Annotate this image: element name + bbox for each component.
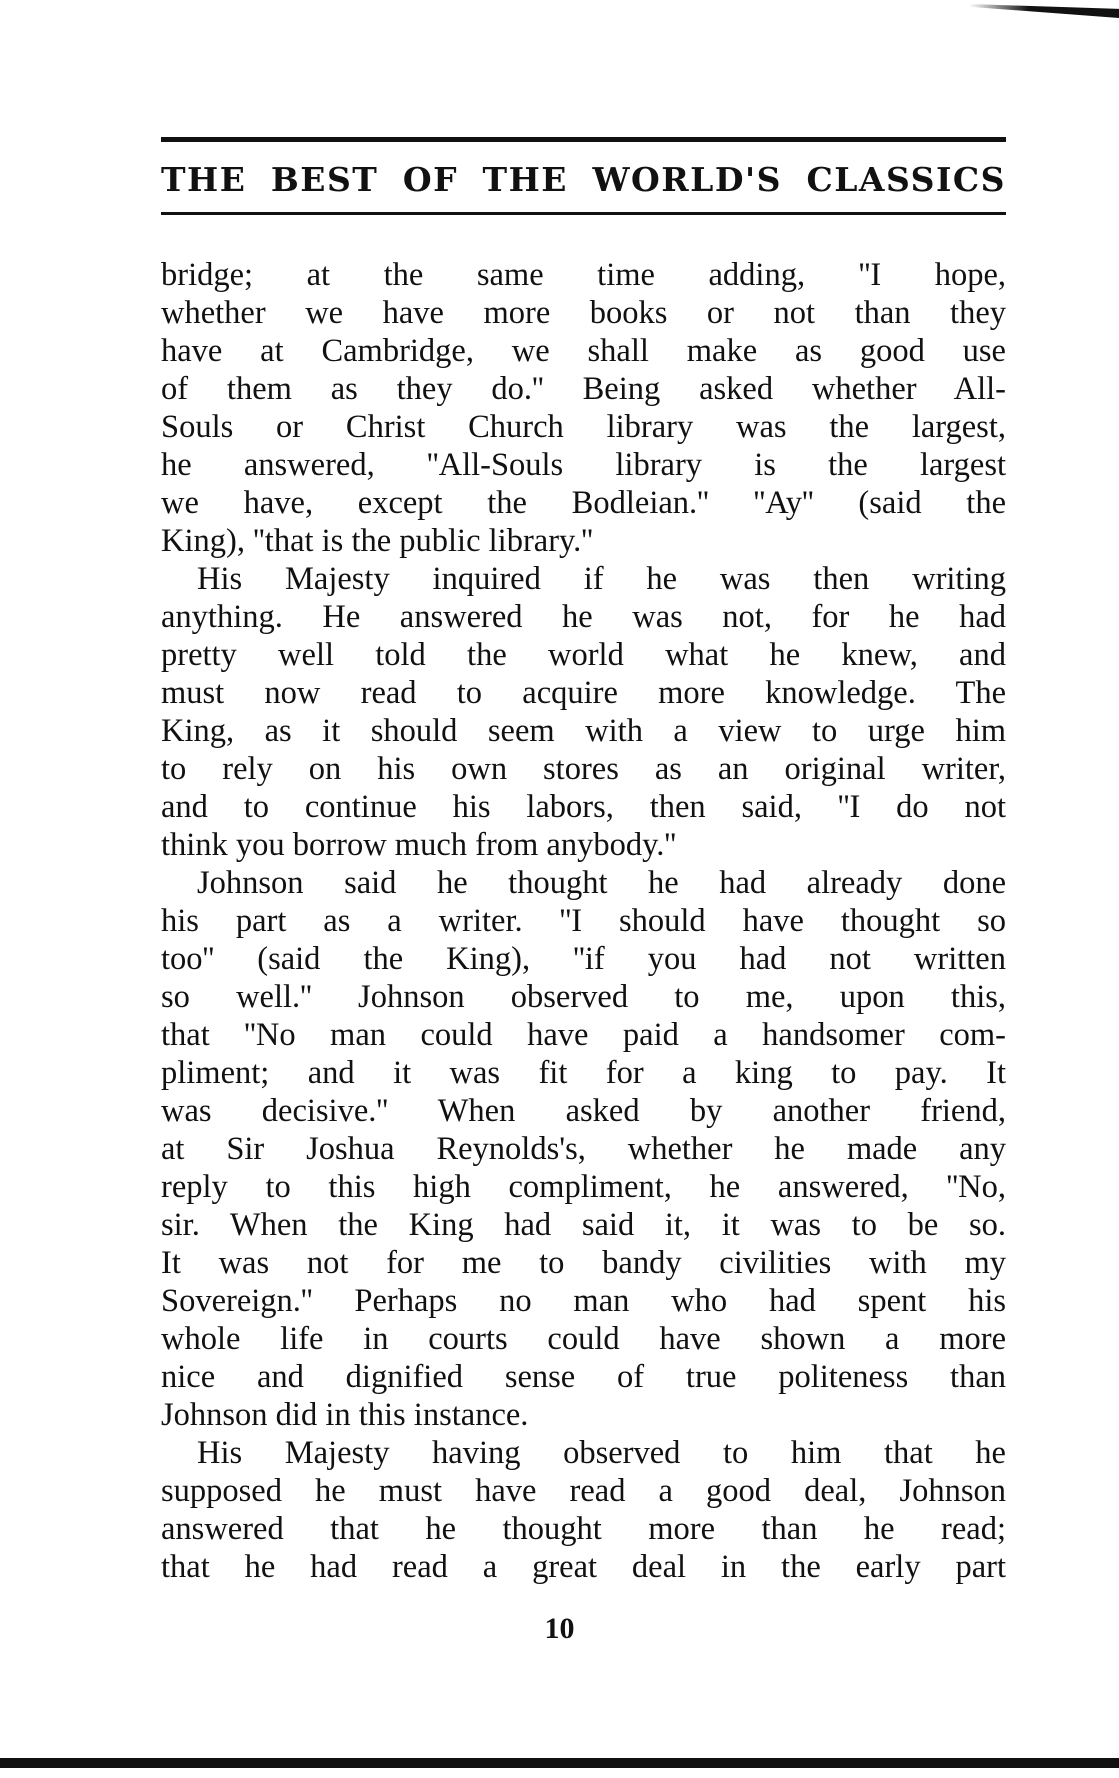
header-rule-top (161, 137, 1006, 142)
text-line: whole life in courts could have shown a more (161, 1321, 1006, 1357)
text-line: to rely on his own stores as an original writer, (161, 751, 1006, 787)
page-bottom-edge (0, 1758, 1119, 1768)
text-line: must now read to acquire more knowledge. The (161, 675, 1006, 711)
text-line: have at Cambridge, we shall make as good use (161, 333, 1006, 369)
text-line: King), ''that is the public library.'' (161, 523, 593, 559)
body-text (161, 256, 1006, 1586)
text-line: Sovereign.'' Perhaps no man who had spent his (161, 1283, 1006, 1319)
page-header (161, 137, 1006, 215)
text-line: pliment; and it was fit for a king to pay. It (161, 1055, 1006, 1091)
text-line: whether we have more books or not than they (161, 295, 1006, 331)
text-line: that ''No man could have paid a handsomer com- (161, 1017, 1006, 1053)
text-line: His Majesty inquired if he was then writing (197, 561, 1006, 597)
text-line: bridge; at the same time adding, ''I hope, (161, 257, 1006, 293)
text-line: at Sir Joshua Reynolds's, whether he made any (161, 1131, 1006, 1167)
running-title: THE BEST OF THE WORLD'S CLASSICS (161, 160, 1006, 199)
text-line: of them as they do.'' Being asked whether All- (161, 371, 1006, 407)
text-line: Johnson said he thought he had already done (197, 865, 1006, 901)
text-line: and to continue his labors, then said, ''I do not (161, 789, 1006, 825)
text-line: Souls or Christ Church library was the largest, (161, 409, 1006, 445)
text-line: that he had read a great deal in the early part (161, 1549, 1006, 1585)
text-line: supposed he must have read a good deal, Johnson (161, 1473, 1006, 1509)
text-line: think you borrow much from anybody.'' (161, 827, 677, 863)
text-line: It was not for me to bandy civilities with my (161, 1245, 1006, 1281)
text-line: we have, except the Bodleian.'' ''Ay'' (said the (161, 485, 1006, 521)
text-line: sir. When the King had said it, it was to be so. (161, 1207, 1006, 1243)
text-line: Johnson did in this instance. (161, 1397, 529, 1433)
text-line: nice and dignified sense of true politeness than (161, 1359, 1006, 1395)
page-number: 10 (544, 1612, 575, 1645)
text-line: anything. He answered he was not, for he had (161, 599, 1006, 635)
header-rule-bottom (161, 212, 1006, 215)
text-line: too'' (said the King), ''if you had not written (161, 941, 1006, 977)
text-line: so well.'' Johnson observed to me, upon this, (161, 979, 1006, 1015)
text-line: his part as a writer. ''I should have thought so (161, 903, 1006, 939)
text-line: he answered, ''All-Souls library is the largest (161, 447, 1006, 483)
text-line: was decisive.'' When asked by another friend, (161, 1093, 1006, 1129)
text-line: answered that he thought more than he read; (161, 1511, 1006, 1547)
scan-corner-mark (969, 4, 1119, 18)
text-line: His Majesty having observed to him that he (197, 1435, 1006, 1471)
text-line: King, as it should seem with a view to urge him (161, 713, 1006, 749)
text-line: pretty well told the world what he knew, and (161, 637, 1006, 673)
text-line: reply to this high compliment, he answered, ''No, (161, 1169, 1006, 1205)
